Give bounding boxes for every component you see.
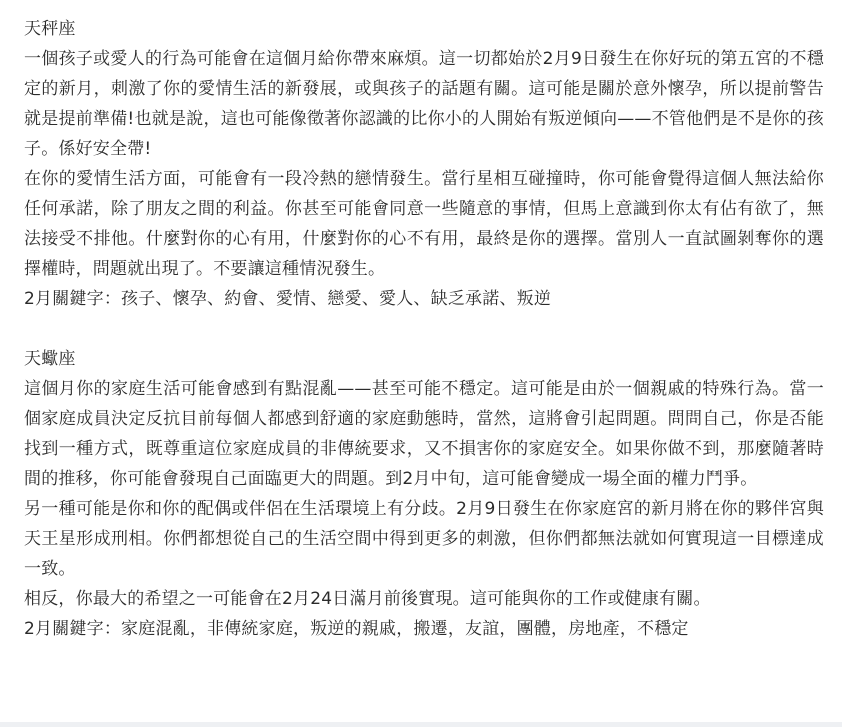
scorpio-keywords: 2月關鍵字：家庭混亂，非傳統家庭，叛逆的親戚，搬遷，友誼，團體，房地產，不穩定 [24, 619, 689, 639]
scorpio-section [24, 344, 824, 644]
libra-paragraph-2: 在你的愛情生活方面，可能會有一段冷熱的戀情發生。當行星相互碰撞時，你可能會覺得這個人無法給你任何承諾，除了朋友之間的利益。你甚至可能會同意一些隨意的事情，但馬上意識到你太有佔有欲了，無法接受不排他。什麼對你的心有用，什麼對你的心不有用，最終是你的選擇。當別人一直試圖剝奪你的選擇權時，問題就出現了。不要讓這種情況發生。 [24, 169, 824, 279]
article-body [24, 14, 824, 644]
libra-keywords: 2月關鍵字：孩子、懷孕、約會、愛情、戀愛、愛人、缺乏承諾、叛逆 [24, 289, 552, 309]
scorpio-paragraph-1: 這個月你的家庭生活可能會感到有點混亂——甚至可能不穩定。這可能是由於一個親戚的特殊行為。當一個家庭成員決定反抗目前每個人都感到舒適的家庭動態時，當然，這將會引起問題。問問自己，你是否能找到一種方式，既尊重這位家庭成員的非傳統要求，又不損害你的家庭安全。如果你做不到，那麼隨著時間的推移，你可能會發現自己面臨更大的問題。到2月中旬，這可能會變成一場全面的權力鬥爭。 [24, 379, 824, 489]
scorpio-paragraph-3: 相反，你最大的希望之一可能會在2月24日滿月前後實現。這可能與你的工作或健康有關。 [24, 589, 711, 609]
libra-section [24, 14, 824, 314]
section-heading-scorpio: 天蠍座 [24, 349, 76, 369]
libra-paragraph-1: 一個孩子或愛人的行為可能會在這個月給你帶來麻煩。這一切都始於2月9日發生在你好玩的第五宮的不穩定的新月，刺激了你的愛情生活的新發展，或與孩子的話題有關。這可能是關於意外懷孕，所以提前警告就是提前準備!也就是說，這也可能像徵著你認識的比你小的人開始有叛逆傾向——不管他們是不是你的孩子。係好安全帶! [24, 49, 824, 159]
bottom-divider [0, 722, 842, 727]
section-heading-libra: 天秤座 [24, 19, 76, 39]
scorpio-paragraph-2: 另一種可能是你和你的配偶或伴侶在生活環境上有分歧。2月9日發生在你家庭宮的新月將在你的夥伴宮與天王星形成刑相。你們都想從自己的生活空間中得到更多的刺激，但你們都無法就如何實現這一目標達成一致。 [24, 499, 824, 579]
